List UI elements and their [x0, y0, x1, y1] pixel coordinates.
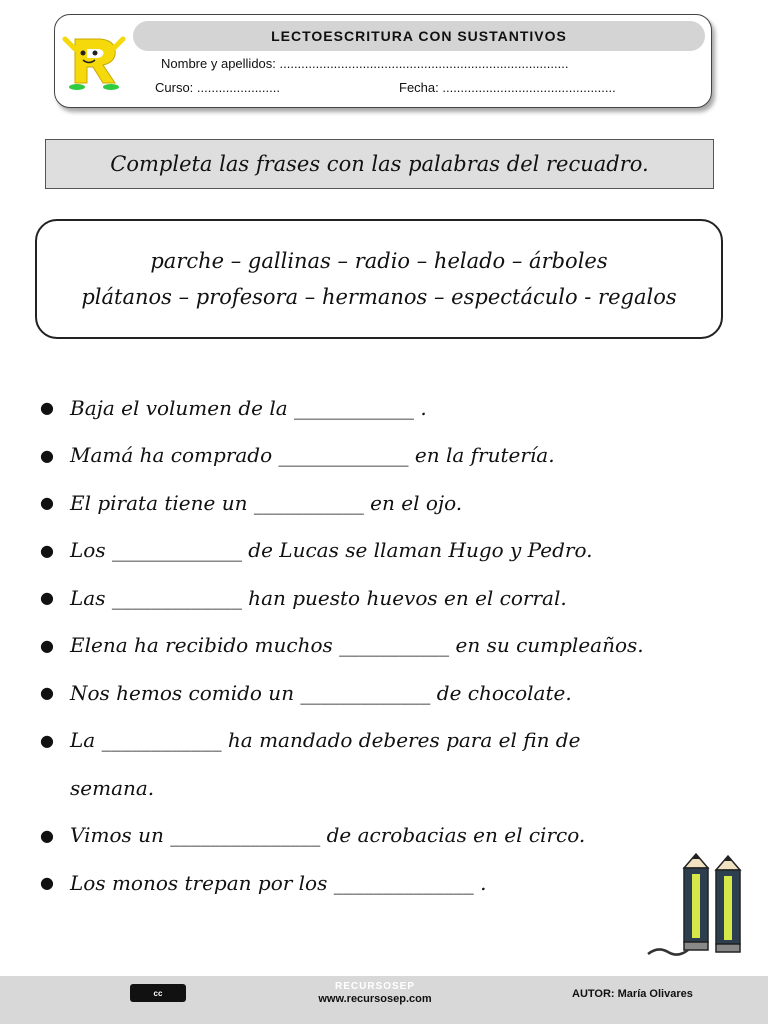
sentence-text[interactable]: Nos hemos comido un _____________ de chocolate.	[70, 680, 572, 705]
website-link[interactable]: www.recursosep.com	[318, 993, 432, 1005]
bullet-icon: ●	[40, 540, 54, 560]
instruction-box: Completa las frases con las palabras del recuadro.	[45, 139, 714, 189]
list-item	[40, 859, 740, 907]
sentence-list	[40, 384, 740, 907]
worksheet-title: LECTOESCRITURA CON SUSTANTIVOS	[133, 21, 705, 51]
course-field[interactable]: Curso: .......................	[155, 80, 280, 95]
cc-license-icon: cc	[130, 984, 186, 1002]
bullet-icon: ●	[40, 493, 54, 513]
list-item	[40, 669, 740, 717]
bullet-icon: ●	[40, 398, 54, 418]
name-field[interactable]: Nombre y apellidos: ................................................................................	[161, 56, 569, 71]
list-item	[40, 622, 740, 670]
website-block	[300, 980, 450, 1006]
bullet-icon: ●	[40, 588, 54, 608]
sentence-text[interactable]: Los monos trepan por los ______________ .	[70, 870, 487, 895]
sentence-text[interactable]: Elena ha recibido muchos ___________ en su cumpleaños.	[70, 633, 644, 658]
sentence-text[interactable]: Mamá ha comprado _____________ en la frutería.	[70, 443, 555, 468]
bullet-icon: ●	[40, 730, 54, 750]
list-item	[40, 812, 740, 860]
word-bank	[35, 219, 723, 339]
list-item	[40, 479, 740, 527]
sentence-text[interactable]: Vimos un _______________ de acrobacias en el circo.	[70, 823, 586, 848]
sentence-text[interactable]: Baja el volumen de la ____________ .	[70, 395, 427, 420]
list-item	[40, 432, 740, 480]
bullet-icon: ●	[40, 635, 54, 655]
sentence-text[interactable]: El pirata tiene un ___________ en el ojo.	[70, 490, 463, 515]
list-item	[40, 574, 740, 622]
footer	[0, 976, 768, 1024]
word-bank-line-2: plátanos – profesora – hermanos – espectáculo - regalos	[81, 285, 677, 309]
bullet-icon: ●	[40, 445, 54, 465]
list-item	[40, 527, 740, 575]
brand-name: RECURSOSEP	[334, 981, 415, 992]
sentence-text[interactable]: Los _____________ de Lucas se llaman Hugo y Pedro.	[70, 538, 593, 563]
sentence-text[interactable]: La ____________ ha mandado deberes para el fin de	[70, 728, 581, 753]
logo-r-icon	[61, 29, 127, 91]
list-item-continuation	[40, 764, 740, 812]
date-field[interactable]: Fecha: ................................................	[399, 80, 616, 95]
header-card	[54, 14, 712, 108]
bullet-icon: ●	[40, 873, 54, 893]
bullet-icon: ●	[40, 683, 54, 703]
bullet-icon: ●	[40, 825, 54, 845]
sentence-text: semana.	[70, 775, 155, 800]
sentence-text[interactable]: Las _____________ han puesto huevos en el corral.	[70, 585, 567, 610]
list-item	[40, 384, 740, 432]
author-label: AUTOR: María Olivares	[572, 988, 693, 1000]
word-bank-line-1: parche – gallinas – radio – helado – árboles	[150, 249, 608, 273]
list-item	[40, 717, 740, 765]
pencils-icon	[640, 852, 750, 962]
